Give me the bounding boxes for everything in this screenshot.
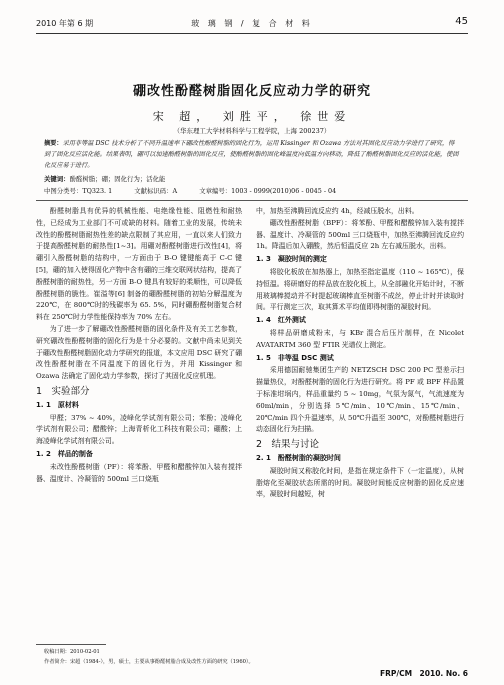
abstract-text: 采用非等温 DSC 技术分析了不同升温速率下硼改性酚醛树脂的固化行为，运用 Kissinger 和 Ozawa 方法对其固化反应动力学进行了研究，得到了固化反应活化能。结果表明，硼可以加速酚醛树脂的固化反应，使酚醛树脂的固化峰温度向低温方向移动，降低了酚醛树脂固化反应的活化能，使固化反应易于进行。: [44, 140, 459, 169]
header-rule: [36, 33, 468, 34]
abstract: [44, 138, 460, 171]
subsection-materials: 1. 1 原材料: [36, 400, 79, 409]
header-journal: 玻 璃 钢 / 复 合 材 料: [191, 19, 313, 28]
document-code: 文献标识码：A: [134, 187, 178, 195]
subsection-gel-time: 1. 3 凝胶时间的测定: [256, 255, 327, 264]
keywords-label: 关键词：: [44, 175, 70, 183]
paper-title: 硼改性酚醛树脂固化反应动力学的研究: [132, 84, 371, 99]
running-header: [36, 18, 468, 32]
header-issue: 2010 年第 6 期: [36, 19, 94, 28]
right-column: [256, 206, 464, 501]
footnote-rule: [36, 644, 106, 645]
keywords-text: 酚醛树脂；硼；固化行为；活化能: [69, 175, 166, 183]
body-rule: [36, 200, 468, 201]
materials-paragraph: 甲醛；37% ~ 40%，凌峰化学试剂有限公司；苯酚；凌峰化学试剂有限公司；醋酸锌；上海青析化工科技有限公司；硼酸；上海凌峰化学试剂有限公司。: [36, 413, 242, 446]
abstract-label: 摘要：: [44, 140, 63, 147]
article-number: 文章编号：1003 - 0999(2010)06 - 0045 - 04: [199, 187, 337, 195]
page-footer: FRP/CM 2010. No. 6: [379, 669, 468, 678]
sample-prep-paragraph: 未改性酚醛树脂（PF）：将苯酚、甲醛和醋酸锌加入装有搅拌器、温度计、冷凝管的 500ml 三口烧瓶: [36, 462, 242, 483]
footnote-received: 收稿日期：2010-02-01: [44, 649, 100, 655]
classification-meta: [44, 186, 460, 195]
gel-time-results-paragraph: 凝胶时间又称胶化时间，是指在规定条件下（一定温度），从树脂熔化至凝胶状态所需的时间。凝胶时间能反应树脂的固化反应速率，凝胶时间越短，树: [256, 466, 464, 499]
subsection-ir: 1. 4 红外测试: [256, 316, 306, 325]
paper-authors: 宋 超， 刘胜平， 徐世爱: [152, 110, 352, 123]
intro-paragraph-1: 酚醛树脂具有优异的机械性能、电绝缘性能、阻燃性和耐热性，已经成为工业部门不可或缺的材料。随着工业的发展，传统未改性的酚醛树脂耐热性差的缺点限制了其应用，一直以来人们致力于提高酚醛树脂的耐热性[1~3]。用硼对酚醛树脂进行改性[4]，将硼引入酚醛树脂的结构中，一方面由于 B-O 键键能高于 C-C 键[5]，硼的加入使得固化产物中含有硼的三维交联网状结构，提高了酚醛树脂的耐热性，另一方面 B-O 键具有较好的柔顺性，可以降低酚醛树脂的脆性。崔溢等[6] 制备的硼酚醛树脂的初始分解温度为 220℃，在 800℃时的残碳率为 65. 5%，同时硼酚醛树脂复合材料在 250℃时力学性能保持率为 70% 左右。: [36, 207, 242, 322]
subsection-gel-time-results: 2. 1 酚醛树脂的凝胶时间: [256, 453, 341, 462]
continued-paragraph: 中，加热至沸腾回流反应约 4h，经减压脱水，出料。: [256, 207, 419, 215]
section-heading-experimental: 1 实验部分: [36, 385, 90, 397]
left-column: [36, 206, 242, 485]
ir-paragraph: 将样品研磨成粉末，与 KBr 混合后压片制样，在 Nicolet AVATARTM 360 型 FTIR 光谱仪上测定。: [256, 328, 464, 349]
subsection-sample-prep: 1. 2 样品的制备: [36, 449, 93, 458]
section-heading-results: 2 结果与讨论: [256, 439, 320, 451]
header-page-number: 45: [455, 16, 468, 27]
gel-time-paragraph: 将胶化板放在加热器上，加热至指定温度（110 ~ 165℃），保持恒温。将研磨好的样品放在胶化板上，从全部融化开始计时，不断用玻璃棒搅动并不时提起玻璃棒直至树脂不成丝，停止计时并读取时间。平行测定三次，取其算术平均值即得树脂的凝胶时间。: [256, 267, 464, 312]
dsc-paragraph: 采用德国耐驰集团生产的 NETZSCH DSC 200 PC 型差示扫描量热仪，对酚醛树脂的固化行为进行研究。将 PF 或 BPF 样品置于标准坩埚内，样品重量约 5 ~ 10mg，气氛为氮气，气流速度为 60ml/min，分别选择 5℃/min、10℃/min、15℃/min、20℃/min 四个升温速率，从 50℃升温至 300℃，对酚醛树脂进行动态固化行为扫描。: [256, 366, 464, 434]
clc-number: 中图分类号：TQ323. 1: [44, 187, 113, 195]
author-affiliation: （华东理工大学材料科学与工程学院，上海 200237）: [173, 127, 331, 135]
keywords: [44, 174, 460, 183]
footnote-author: 作者简介：宋超（1984-），男，硕士，主要从事酚醛树脂合成及改性方面的研究（1960）。: [44, 659, 254, 665]
bpf-paragraph: 硼改性酚醛树脂（BPF）：将苯酚、甲醛和醋酸锌加入装有搅拌器、温度计、冷凝管的 500ml 三口烧瓶中，加热至沸腾回流反应约 1h。降温后加入硼酸，然后恒温反应 2h 左右减压脱水，出料。: [256, 218, 464, 251]
intro-paragraph-2: 为了进一步了解硼改性酚醛树脂的固化条件及有关工艺参数，研究硼改性酚醛树脂的固化行为是十分必要的。文献中尚未见到关于硼改性酚醛树脂固化动力学研究的报道，本文应用 DSC 研究了硼改性酚醛树脂在不同温度下的固化行为，并用 Kissinger 和 Ozawa 法确定了固化动力学参数，探讨了其固化反应机理。: [36, 324, 242, 381]
subsection-dsc: 1. 5 非等温 DSC 测试: [256, 353, 334, 362]
